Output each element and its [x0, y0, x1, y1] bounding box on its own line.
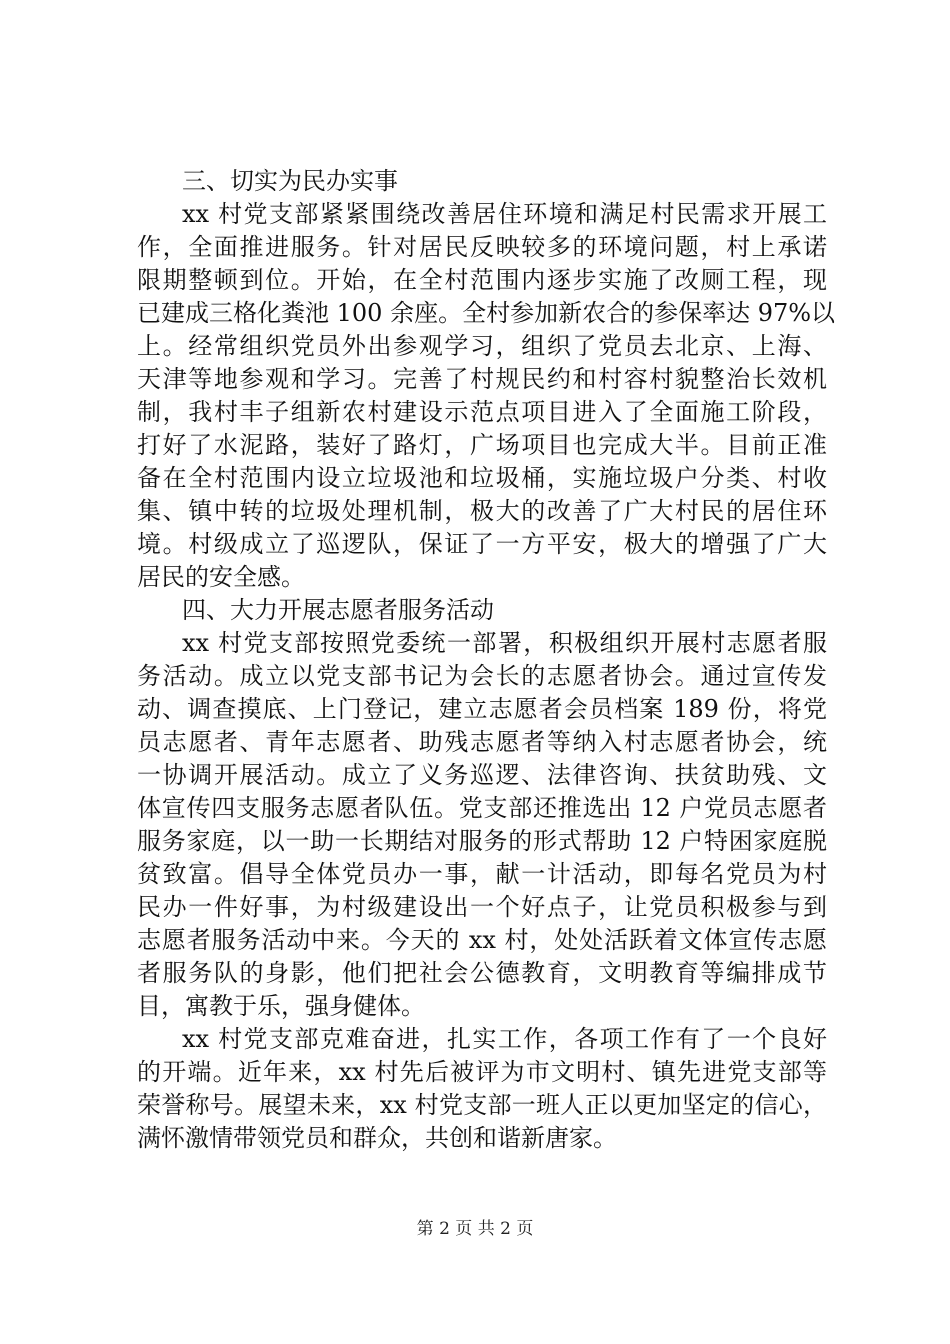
paragraph-line: 居民的安全感。	[137, 563, 305, 591]
paragraph-line: 贫致富。倡导全体党员办一事，献一计活动，即每名党员为村	[137, 860, 827, 888]
paragraph-line: xx 村党支部紧紧围绕改善居住环境和满足村民需求开展工	[182, 200, 827, 228]
paragraph-line: 满怀激情带领党员和群众，共创和谐新唐家。	[137, 1124, 617, 1152]
paragraph-line: 员志愿者、青年志愿者、助残志愿者等纳入村志愿者协会，统	[137, 728, 827, 756]
paragraph-line: 集、镇中转的垃圾处理机制，极大的改善了广大村民的居住环	[137, 497, 827, 525]
document-body	[137, 165, 836, 1155]
paragraph-line: 服务家庭，以一助一长期结对服务的形式帮助 12 户特困家庭脱	[137, 827, 827, 855]
paragraph-line: 一协调开展活动。成立了义务巡逻、法律咨询、扶贫助残、文	[137, 761, 827, 789]
paragraph-line: 天津等地参观和学习。完善了村规民约和村容村貌整治长效机	[137, 365, 827, 393]
paragraph-line: 作，全面推进服务。针对居民反映较多的环境问题，村上承诺	[137, 233, 827, 261]
section-heading-line: 四、大力开展志愿者服务活动	[182, 596, 494, 624]
paragraph-line: xx 村党支部克难奋进，扎实工作，各项工作有了一个良好	[182, 1025, 827, 1053]
paragraph-line: 上。经常组织党员外出参观学习，组织了党员去北京、上海、	[137, 332, 827, 360]
paragraph-line: 打好了水泥路，装好了路灯，广场项目也完成大半。目前正准	[137, 431, 827, 459]
paragraph-line: 动、调查摸底、上门登记，建立志愿者会员档案 189 份，将党	[137, 695, 827, 723]
paragraph-line: 志愿者服务活动中来。今天的 xx 村，处处活跃着文体宣传志愿	[137, 926, 827, 954]
paragraph-line: 务活动。成立以党支部书记为会长的志愿者协会。通过宣传发	[137, 662, 827, 690]
paragraph-line: 目，寓教于乐，强身健体。	[137, 992, 425, 1020]
paragraph-line: xx 村党支部按照党委统一部署，积极组织开展村志愿者服	[182, 629, 827, 657]
paragraph-line: 限期整顿到位。开始，在全村范围内逐步实施了改厕工程，现	[137, 266, 827, 294]
paragraph-line: 体宣传四支服务志愿者队伍。党支部还推选出 12 户党员志愿者	[137, 794, 827, 822]
paragraph-line: 备在全村范围内设立垃圾池和垃圾桶，实施垃圾户分类、村收	[137, 464, 827, 492]
paragraph-line: 境。村级成立了巡逻队，保证了一方平安，极大的增强了广大	[137, 530, 827, 558]
section-heading-line: 三、切实为民办实事	[182, 167, 398, 195]
paragraph-line: 已建成三格化粪池 100 余座。全村参加新农合的参保率达 97%以	[137, 299, 836, 327]
paragraph-line: 民办一件好事，为村级建设出一个好点子，让党员积极参与到	[137, 893, 827, 921]
paragraph-line: 者服务队的身影，他们把社会公德教育，文明教育等编排成节	[137, 959, 827, 987]
paragraph-line: 的开端。近年来，xx 村先后被评为市文明村、镇先进党支部等	[137, 1058, 827, 1086]
paragraph-line: 荣誉称号。展望未来，xx 村党支部一班人正以更加坚定的信心，	[137, 1091, 827, 1119]
page-footer: 第 2 页 共 2 页	[416, 1219, 534, 1239]
paragraph-line: 制，我村丰子组新农村建设示范点项目进入了全面施工阶段，	[137, 398, 827, 426]
